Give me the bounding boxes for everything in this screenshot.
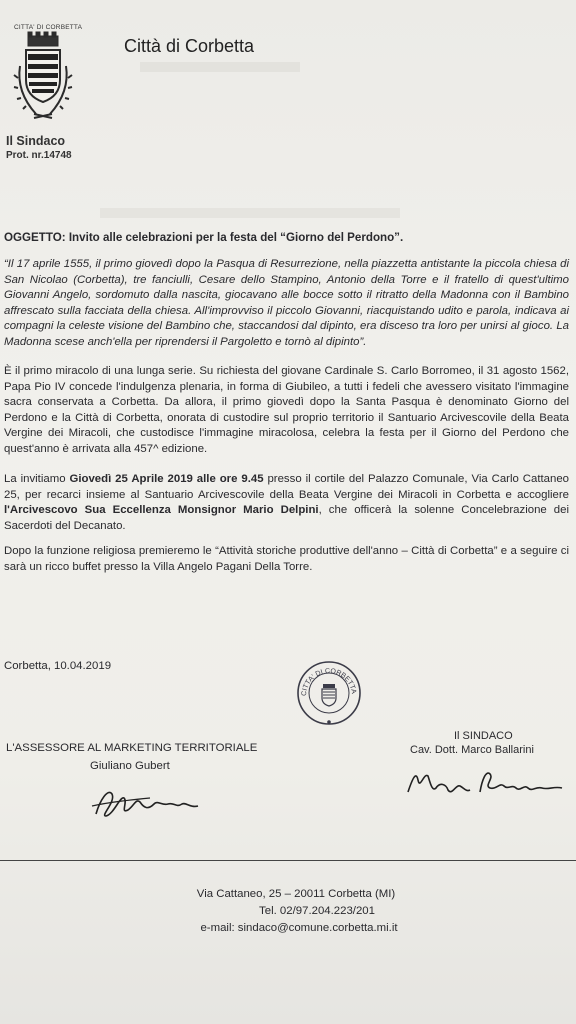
- invitation-text: La invitiamo: [4, 473, 70, 485]
- mayor-signature: [400, 762, 570, 802]
- footer-divider: [0, 860, 576, 861]
- show-through-mark: [100, 208, 400, 218]
- event-datetime: Giovedì 25 Aprile 2019 alle ore 9.45: [69, 473, 264, 485]
- footer-email: e-mail: sindaco@comune.corbetta.mi.it: [200, 922, 398, 934]
- city-title: Città di Corbetta: [124, 36, 255, 56]
- crest-caption: CITTA' DI CORBETTA: [14, 24, 83, 31]
- protocol-number: Prot. nr.14748: [6, 150, 72, 161]
- assessor-title: L'ASSESSORE AL MARKETING TERRITORIALE: [6, 742, 258, 754]
- letter-date: Corbetta, 10.04.2019: [4, 660, 112, 672]
- invitation-paragraph: [4, 472, 569, 534]
- legend-quote: “Il 17 aprile 1555, il primo giovedì dopo la Pasqua di Resurrezione, nella piazzetta antistante la piccola chiesa di San Nicolao (Corbetta), tre fanciulli, Cesare dello Stampino, Antonio della Torre e il fratello di quest'ultimo Giovanni Angelo, sordomuto dalla nascita, giocavano alle bocce sotto il ritratto della Madonna con il Bambino affrescato sulla facciata della chiesa. All'improvviso il piccolo Giovanni, riacquistando udito e parola, indicava ai compagni la celeste visione del Bambino che, staccandosi dal dipinto, era disceso tra loro per unirsi al gioco. La Madonna scese anch'ella per riprendersi il Pargoletto e tornò al dipinto”.: [4, 258, 569, 348]
- history-paragraph: È il primo miracolo di una lunga serie. Su richiesta del giovane Cardinale S. Carlo Borromeo, il 31 agosto 1562, Papa Pio IV concede l'indulgenza plenaria, in forma di Giubileo, a tutti i fedeli che avessero visitato l'immagine sacra conservata a Corbetta. Da allora, il primo giovedì dopo la Santa Pasqua è denominato Giorno del Perdono e la Città di Corbetta, onorata di custodire sul proprio territorio il Santuario Arcivescovile della Beata Vergine dei Miracoli, che custodisce l'immagine miracolosa, celebra la festa per il Giorno del Perdono che quest'anno è arrivata alla 457^ edizione.: [4, 365, 569, 455]
- footer-address: Via Cattaneo, 25 – 20011 Corbetta (MI): [196, 888, 396, 900]
- closing-paragraph: Dopo la funzione religiosa premieremo le “Attività storiche produttive dell'anno – Città di Corbetta” e a seguire ci sarà un ricco buffet presso la Villa Angelo Pagani Della Torre.: [4, 545, 569, 573]
- invitation-text: presso il cortile del Palazzo Comunale, Via Carlo Cattaneo 25, per recarci insieme al Santuario Arcivescovile della Beata Vergine dei Miracoli in Corbetta e accogliere: [4, 473, 569, 501]
- mayor-label: Il Sindaco: [6, 134, 66, 148]
- archbishop-name: l'Arcivescovo Sua Eccellenza Monsignor Mario Delpini: [4, 504, 319, 517]
- mayor-signature-title: Il SINDACO: [454, 730, 513, 742]
- invitation-text: , che officerà la solenne Concelebrazione dei Sacerdoti del Decanato.: [4, 504, 569, 532]
- footer-phone: Tel. 02/97.204.223/201: [259, 905, 375, 917]
- official-stamp: [296, 660, 362, 726]
- mayor-name: Cav. Dott. Marco Ballarini: [410, 744, 534, 756]
- assessor-signature: [90, 780, 210, 824]
- show-through-mark: [140, 62, 300, 72]
- letter-subject: OGGETTO: Invito alle celebrazioni per la festa del “Giorno del Perdono”.: [4, 231, 404, 244]
- assessor-name: Giuliano Gubert: [90, 760, 170, 772]
- stamp-text: CITTA' DI CORBETTA: [300, 667, 357, 697]
- city-crest-logo: [12, 22, 74, 130]
